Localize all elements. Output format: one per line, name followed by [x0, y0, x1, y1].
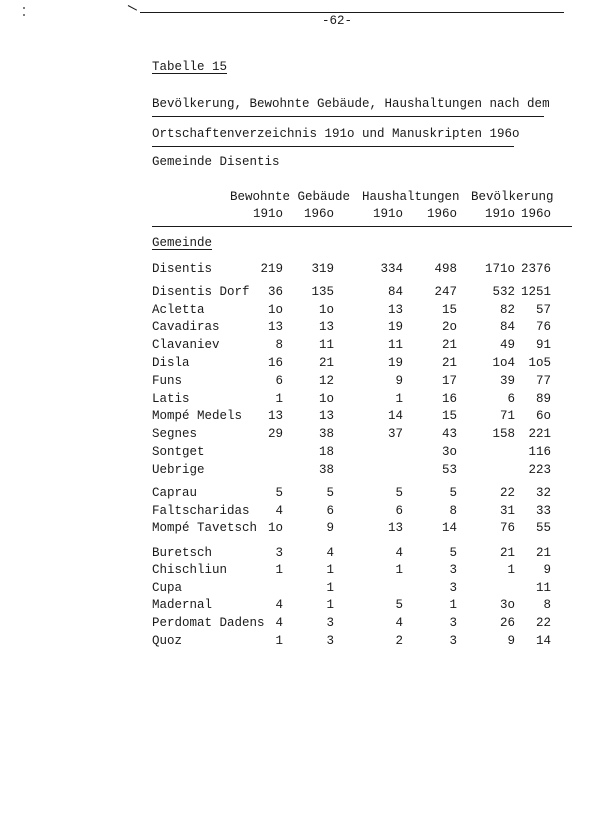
page-number: -62- [322, 14, 353, 28]
table-cell: 1 [395, 392, 403, 406]
table-cell: 1o [318, 303, 334, 317]
table-cell: 53 [441, 463, 457, 477]
table-cell: 1251 [520, 285, 551, 299]
table-cell: 3 [275, 546, 283, 560]
group-header: Bewohnte Gebäude [230, 190, 351, 204]
table-cell: 9 [543, 563, 551, 577]
row-name: Uebrige [152, 463, 205, 477]
table-cell: 43 [441, 427, 457, 441]
row-name: Caprau [152, 486, 198, 500]
row-name: Mompé Medels [152, 409, 243, 423]
table-cell: 116 [528, 445, 551, 459]
table-cell: 21 [535, 546, 551, 560]
table-cell: 36 [267, 285, 283, 299]
table-cell: 5 [449, 486, 457, 500]
title-underline-1 [152, 116, 544, 117]
table-cell: 13 [267, 409, 283, 423]
table-cell: 29 [267, 427, 283, 441]
table-cell: 14 [441, 521, 457, 535]
table-cell: 221 [528, 427, 551, 441]
table-cell: 1o [267, 521, 283, 535]
table-cell: 4 [275, 616, 283, 630]
header-rule-tick [128, 5, 137, 11]
table-cell: 57 [535, 303, 551, 317]
table-cell: 158 [492, 427, 515, 441]
title-line-1: Bevölkerung, Bewohnte Gebäude, Haushaltungen nach dem [152, 97, 550, 111]
table-cell: 8 [543, 598, 551, 612]
table-cell: 18 [318, 445, 334, 459]
table-cell: 31 [499, 504, 515, 518]
table-cell: 1 [326, 563, 334, 577]
year-header: 191o [252, 207, 283, 221]
row-name: Acletta [152, 303, 205, 317]
table-cell: 1 [275, 634, 283, 648]
table-cell: 6 [395, 504, 403, 518]
row-name: Disentis Dorf [152, 285, 250, 299]
margin-mark [23, 14, 25, 16]
table-cell: 3o [499, 598, 515, 612]
table-cell: 4 [275, 504, 283, 518]
table-cell: 82 [499, 303, 515, 317]
table-cell: 1 [395, 563, 403, 577]
table-cell: 319 [311, 262, 334, 276]
table-cell: 4 [275, 598, 283, 612]
table-cell: 76 [499, 521, 515, 535]
table-cell: 1 [275, 563, 283, 577]
table-cell: 13 [387, 521, 403, 535]
table-cell: 498 [434, 262, 457, 276]
subtitle: Gemeinde Disentis [152, 155, 280, 169]
table-cell: 532 [492, 285, 515, 299]
margin-mark [23, 7, 25, 9]
table-cell: 38 [318, 427, 334, 441]
table-cell: 32 [535, 486, 551, 500]
table-cell: 84 [499, 320, 515, 334]
table-cell: 14 [387, 409, 403, 423]
table-cell: 219 [260, 262, 283, 276]
table-cell: 22 [499, 486, 515, 500]
table-cell: 3 [449, 616, 457, 630]
table-cell: 91 [535, 338, 551, 352]
table-cell: 16 [441, 392, 457, 406]
table-cell: 1 [449, 598, 457, 612]
row-name: Segnes [152, 427, 198, 441]
table-cell: 247 [434, 285, 457, 299]
table-cell: 5 [395, 486, 403, 500]
year-header: 196o [426, 207, 457, 221]
row-name: Funs [152, 374, 183, 388]
table-cell: 71 [499, 409, 515, 423]
table-cell: 13 [318, 320, 334, 334]
table-cell: 15 [441, 303, 457, 317]
table-cell: 33 [535, 504, 551, 518]
table-cell: 6 [326, 504, 334, 518]
table-cell: 11 [535, 581, 551, 595]
table-cell: 19 [387, 356, 403, 370]
year-header: 196o [520, 207, 551, 221]
row-name: Faltscharidas [152, 504, 250, 518]
row-name: Mompé Tavetsch [152, 521, 258, 535]
year-header: 191o [372, 207, 403, 221]
table-cell: 8 [275, 338, 283, 352]
table-cell: 2376 [520, 262, 551, 276]
table-cell: 17 [441, 374, 457, 388]
table-cell: 1o [318, 392, 334, 406]
table-cell: 3 [449, 563, 457, 577]
table-cell: 3o [441, 445, 457, 459]
header-bottom-rule [152, 226, 572, 227]
table-cell: 3 [326, 616, 334, 630]
row-name: Buretsch [152, 546, 213, 560]
table-cell: 26 [499, 616, 515, 630]
table-cell: 12 [318, 374, 334, 388]
table-cell: 89 [535, 392, 551, 406]
table-cell: 19 [387, 320, 403, 334]
table-cell: 6 [275, 374, 283, 388]
section-label: Gemeinde [152, 236, 213, 250]
table-cell: 13 [387, 303, 403, 317]
table-cell: 77 [535, 374, 551, 388]
row-name: Cupa [152, 581, 183, 595]
table-cell: 37 [387, 427, 403, 441]
table-cell: 13 [267, 320, 283, 334]
table-cell: 1 [326, 598, 334, 612]
table-label: Tabelle 15 [152, 60, 228, 74]
table-cell: 5 [449, 546, 457, 560]
table-cell: 135 [311, 285, 334, 299]
table-cell: 15 [441, 409, 457, 423]
row-name: Perdomat Dadens [152, 616, 265, 630]
table-cell: 49 [499, 338, 515, 352]
title-line-2: Ortschaftenverzeichnis 191o und Manuskripten 196o [152, 127, 520, 141]
table-cell: 22 [535, 616, 551, 630]
table-cell: 171o [484, 262, 515, 276]
table-cell: 39 [499, 374, 515, 388]
row-name: Clavaniev [152, 338, 220, 352]
table-cell: 4 [395, 546, 403, 560]
table-cell: 11 [387, 338, 403, 352]
table-cell: 6o [535, 409, 551, 423]
table-cell: 1 [507, 563, 515, 577]
table-cell: 4 [326, 546, 334, 560]
table-cell: 334 [380, 262, 403, 276]
table-cell: 21 [441, 338, 457, 352]
header-rule [140, 12, 564, 13]
row-name: Madernal [152, 598, 213, 612]
table-cell: 3 [326, 634, 334, 648]
table-cell: 84 [387, 285, 403, 299]
table-cell: 21 [441, 356, 457, 370]
table-cell: 1 [275, 392, 283, 406]
row-name: Cavadiras [152, 320, 220, 334]
year-header: 196o [303, 207, 334, 221]
table-cell: 21 [318, 356, 334, 370]
table-cell: 3 [449, 581, 457, 595]
table-cell: 76 [535, 320, 551, 334]
row-name: Disentis [152, 262, 213, 276]
table-cell: 16 [267, 356, 283, 370]
table-cell: 9 [326, 521, 334, 535]
table-cell: 9 [395, 374, 403, 388]
title-underline-2 [152, 146, 514, 147]
group-header: Haushaltungen [362, 190, 460, 204]
table-cell: 13 [318, 409, 334, 423]
table-cell: 5 [326, 486, 334, 500]
table-cell: 38 [318, 463, 334, 477]
table-cell: 21 [499, 546, 515, 560]
table-cell: 14 [535, 634, 551, 648]
table-cell: 6 [507, 392, 515, 406]
group-header: Bevölkerung [471, 190, 554, 204]
table-cell: 1o [267, 303, 283, 317]
table-cell: 223 [528, 463, 551, 477]
table-cell: 5 [275, 486, 283, 500]
row-name: Sontget [152, 445, 205, 459]
row-name: Disla [152, 356, 190, 370]
table-cell: 5 [395, 598, 403, 612]
table-cell: 11 [318, 338, 334, 352]
table-cell: 2o [441, 320, 457, 334]
table-cell: 9 [507, 634, 515, 648]
row-name: Latis [152, 392, 190, 406]
table-cell: 3 [449, 634, 457, 648]
table-cell: 1o5 [528, 356, 551, 370]
table-cell: 8 [449, 504, 457, 518]
row-name: Quoz [152, 634, 183, 648]
table-cell: 2 [395, 634, 403, 648]
table-cell: 1o4 [492, 356, 515, 370]
row-name: Chischliun [152, 563, 228, 577]
year-header: 191o [484, 207, 515, 221]
table-cell: 4 [395, 616, 403, 630]
table-cell: 1 [326, 581, 334, 595]
table-cell: 55 [535, 521, 551, 535]
